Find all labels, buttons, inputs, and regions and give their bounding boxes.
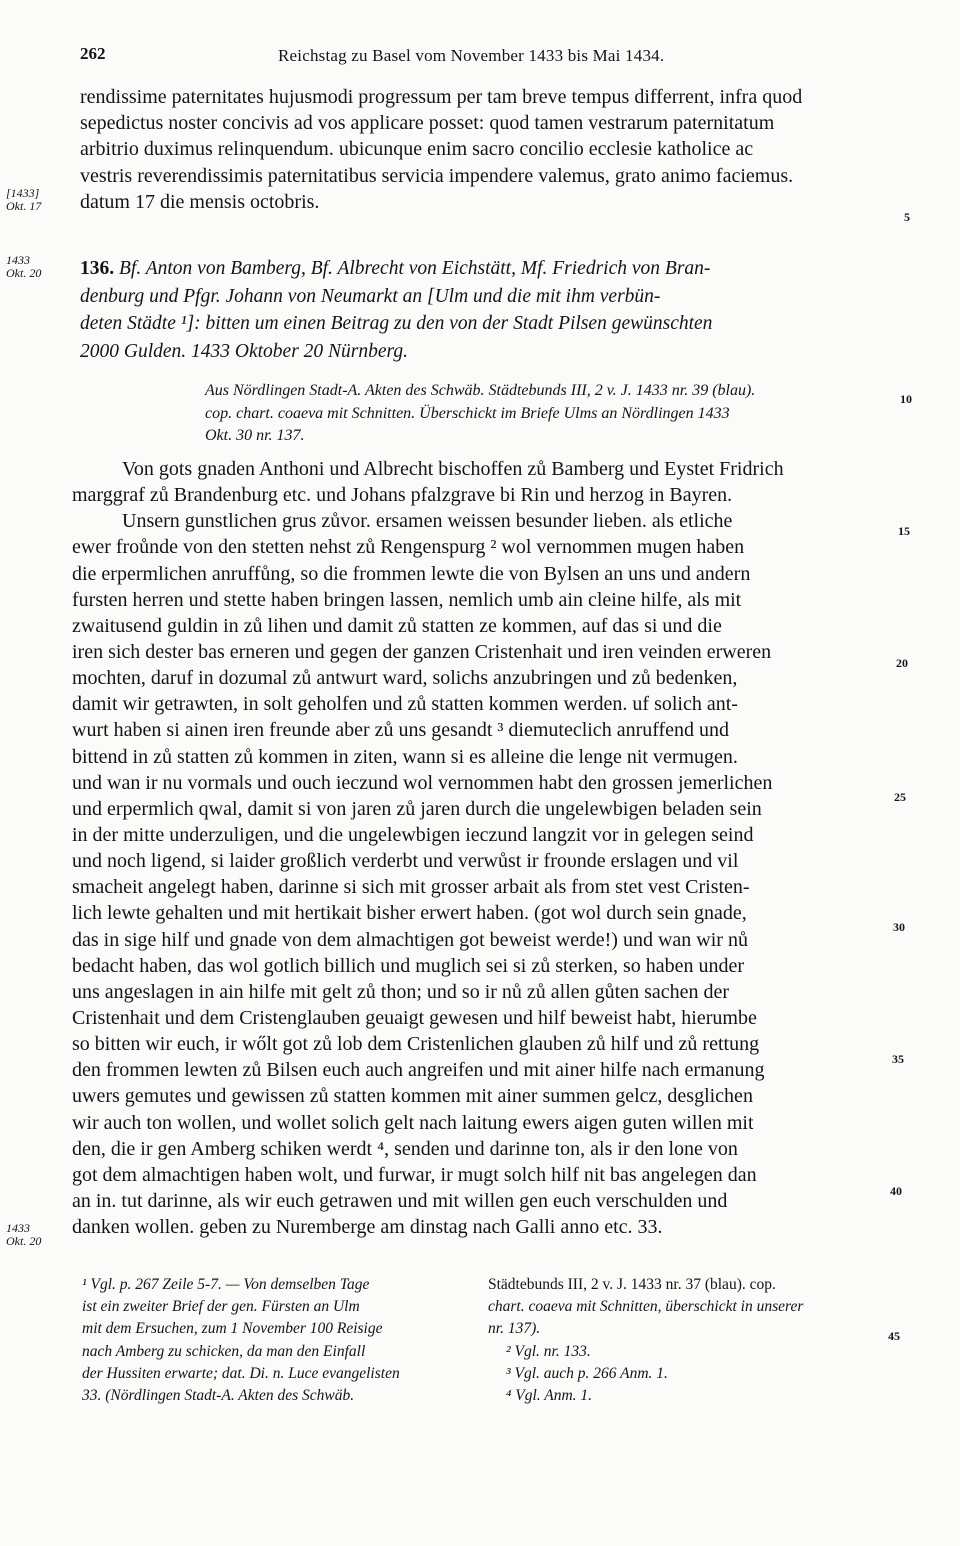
- source-line: Okt. 30 nr. 137.: [205, 427, 305, 444]
- heading-line: 2000 Gulden. 1433 Oktober 20 Nürnberg.: [80, 340, 409, 362]
- intro-paragraph: [80, 86, 900, 217]
- margin-date: [1433] Okt. 17: [6, 186, 42, 213]
- line-number: 40: [890, 1184, 902, 1198]
- footnote-line: ist ein zweiter Brief der gen. Fürsten an Ulm: [82, 1298, 360, 1316]
- footnote-line: 33. (Nördlingen Stadt-A. Akten des Schwäb.: [82, 1386, 355, 1404]
- text-line: fursten herren und stette haben bringen lassen, nemlich umb ain cleine hilfe, als mit: [72, 588, 742, 611]
- text-line: und wan ir nu vormals und ouch ieczund wol vernommen habt den grossen jemerlichen: [72, 771, 773, 794]
- text-line: marggraf zů Brandenburg etc. und Johans pfalzgrave bi Rin und herzog in Bayren.: [72, 484, 733, 507]
- text-line: und erpermlich qwal, damit si von jaren zů jaren durch die ungelewbigen beladen sein: [72, 797, 762, 820]
- document-heading: [80, 258, 900, 368]
- heading-line: denburg und Pfgr. Johann von Neumarkt an [Ulm und die mit ihm verbün-: [80, 285, 661, 307]
- line-number: 45: [888, 1329, 900, 1343]
- margin-date: 1433 Okt. 20: [6, 253, 42, 280]
- text-line: ewer froůnde von den stetten nehst zů Rengenspurg ² wol vernommen mugen haben: [72, 536, 745, 559]
- footnote-line: ⁴ Vgl. Anm. 1.: [506, 1386, 593, 1404]
- footnote-line: Städtebunds III, 2 v. J. 1433 nr. 37 (blau). cop.: [488, 1276, 776, 1293]
- text-line: an in. tut darinne, als wir euch getrawen und mit willen gen euch verschulden und: [72, 1189, 728, 1212]
- letter-text: [72, 458, 902, 1242]
- text-line: uwers gemutes und gewissen zů statten kommen mit ainer summen gelcz, desglichen: [72, 1085, 753, 1108]
- heading-line: Bf. Anton von Bamberg, Bf. Albrecht von Eichstätt, Mf. Friedrich von Bran-: [119, 258, 711, 279]
- footnotes-right: [488, 1276, 888, 1409]
- line-number: 25: [894, 790, 906, 804]
- source-note: [205, 382, 900, 450]
- text-line: wurt haben si ainen iren freunde aber zů uns gesandt ³ diemuteclich anruffend und: [72, 719, 730, 742]
- footnote-line: chart. coaeva mit Schnitten, überschickt in unserer: [488, 1298, 804, 1316]
- text-line: mochten, daruf in dozumal zů antwurt ward, solichs anzubringen und zů bedenken,: [72, 667, 738, 690]
- text-line: iren sich dester bas erneren und gegen der ganzen Cristenhait und iren veinden erweren: [72, 640, 772, 663]
- source-line: Aus Nördlingen Stadt-A. Akten des Schwäb. Städtebunds III, 2 v. J. 1433 nr. 39 (blau).: [205, 382, 756, 399]
- footnote-line: nr. 137).: [488, 1320, 541, 1338]
- line-number: 15: [898, 524, 910, 538]
- source-line: cop. chart. coaeva mit Schnitten. Überschickt im Briefe Ulms an Nördlingen 1433: [205, 404, 730, 422]
- footnote-line: der Hussiten erwarte; dat. Di. n. Luce evangelisten: [82, 1364, 400, 1382]
- text-line: bedacht haben, das wol gotlich billich und muglich sei si zů sterken, so haben under: [72, 954, 745, 977]
- text-line: smacheit angelegt haben, darinne si sich mit grosser arbait als from stet vest Cristen-: [72, 876, 750, 899]
- text-line: arbitrio duximus relinquendum. ubicunque enim sacro concilio ecclesie katholice ac: [80, 138, 754, 161]
- text-line: das in sige hilf und gnade von dem almachtigen got beweist werde!) und wan wir nů: [72, 928, 748, 951]
- text-line: in der mitte underzuligen, und die ungelewbigen ieczund langzit vor in gelegen seind: [72, 823, 754, 846]
- text-line: vestris reverendissimis paternitatibus servicia impendere valemus, grato animo faciemus.: [80, 164, 794, 187]
- text-line: bittend in zů statten zů kommen in ziten, wann si es alleine die lenge nit vermugen.: [72, 745, 738, 768]
- text-line: sepedictus noster concivis ad vos applicare posset: quod tamen vestrarum paternitatum: [80, 112, 775, 135]
- text-line: datum 17 die mensis octobris.: [80, 190, 320, 213]
- footnote-line: mit dem Ersuchen, zum 1 November 100 Reisige: [82, 1320, 383, 1338]
- text-line: rendissime paternitates hujusmodi progressum per tam breve tempus differrent, infra quod: [80, 86, 803, 108]
- text-line: so bitten wir euch, ir wőlt got zů lob dem Cristenlichen glauben zů hilf und zů rettung: [72, 1033, 760, 1056]
- line-number: 20: [896, 656, 908, 670]
- line-number: 10: [900, 392, 912, 406]
- heading-line: deten Städte ¹]: bitten um einen Beitrag zu den von der Stadt Pilsen gewünschten: [80, 313, 713, 334]
- text-line: den frommen lewten zů Bilsen euch auch angreifen und mit ainer hilfe nach ermanung: [72, 1059, 765, 1082]
- document-number: 136.: [80, 258, 115, 279]
- text-line: uns angeslagen in ain hilfe mit gelt zů thon; und so ir nů zů allen gůten sachen der: [72, 980, 730, 1003]
- text-line: den, die ir gen Amberg schiken werdt ⁴, senden und darinne ton, als ir den lone von: [72, 1137, 738, 1160]
- line-number: 5: [904, 210, 910, 224]
- margin-date: 1433 Okt. 20: [6, 1221, 42, 1248]
- text-line: und noch ligend, si laider großlich verderbt und verwůst ir froυnde erslagen und vil: [72, 850, 739, 873]
- text-line: Cristenhait und dem Cristenglauben geuaigt gewesen und hilf beweist habt, hierumbe: [72, 1006, 757, 1029]
- text-line: got dem almachtigen haben wolt, und furwar, ir mugt solch hilf nit bas angelegen dan: [72, 1163, 757, 1186]
- footnotes-left: [82, 1276, 472, 1409]
- footnote-line: nach Amberg zu schicken, da man den Einfall: [82, 1342, 366, 1360]
- footnote-line: ² Vgl. nr. 133.: [506, 1342, 591, 1360]
- running-title: Reichstag zu Basel vom November 1433 bis Mai 1434.: [278, 46, 665, 65]
- text-line: lich lewte gehalten und mit hertikait bisher erwert haben. (got wol durch sein gnade,: [72, 902, 747, 925]
- text-line: die erpermlichen anruffůng, so die frommen lewte die von Bylsen an uns und andern: [72, 562, 751, 585]
- line-number: 35: [892, 1052, 904, 1066]
- footnote-line: ¹ Vgl. p. 267 Zeile 5-7. — Von demselben Tage: [82, 1276, 370, 1293]
- text-line: Unsern gunstlichen grus zůvor. ersamen weissen besunder lieben. als etliche: [122, 510, 733, 533]
- text-line: zwaitusend guldin in zů lihen und damit zů statten ze kommen, auf das si und die: [72, 614, 722, 637]
- text-line: damit wir getrawten, in solt geholfen und zů statten kommen werden. uf solich ant-: [72, 693, 738, 716]
- text-line: danken wollen. geben zu Nuremberge am dinstag nach Galli anno etc. 33.: [72, 1216, 663, 1239]
- line-number: 30: [893, 920, 905, 934]
- footnote-line: ³ Vgl. auch p. 266 Anm. 1.: [506, 1364, 668, 1382]
- page-number: 262: [80, 44, 106, 63]
- text-line: Von gots gnaden Anthoni und Albrecht bischoffen zů Bamberg und Eystet Fridrich: [122, 458, 784, 480]
- text-line: wir auch ton wollen, und wollet solich gelt nach laitung ewers aigen guten willen mit: [72, 1111, 754, 1134]
